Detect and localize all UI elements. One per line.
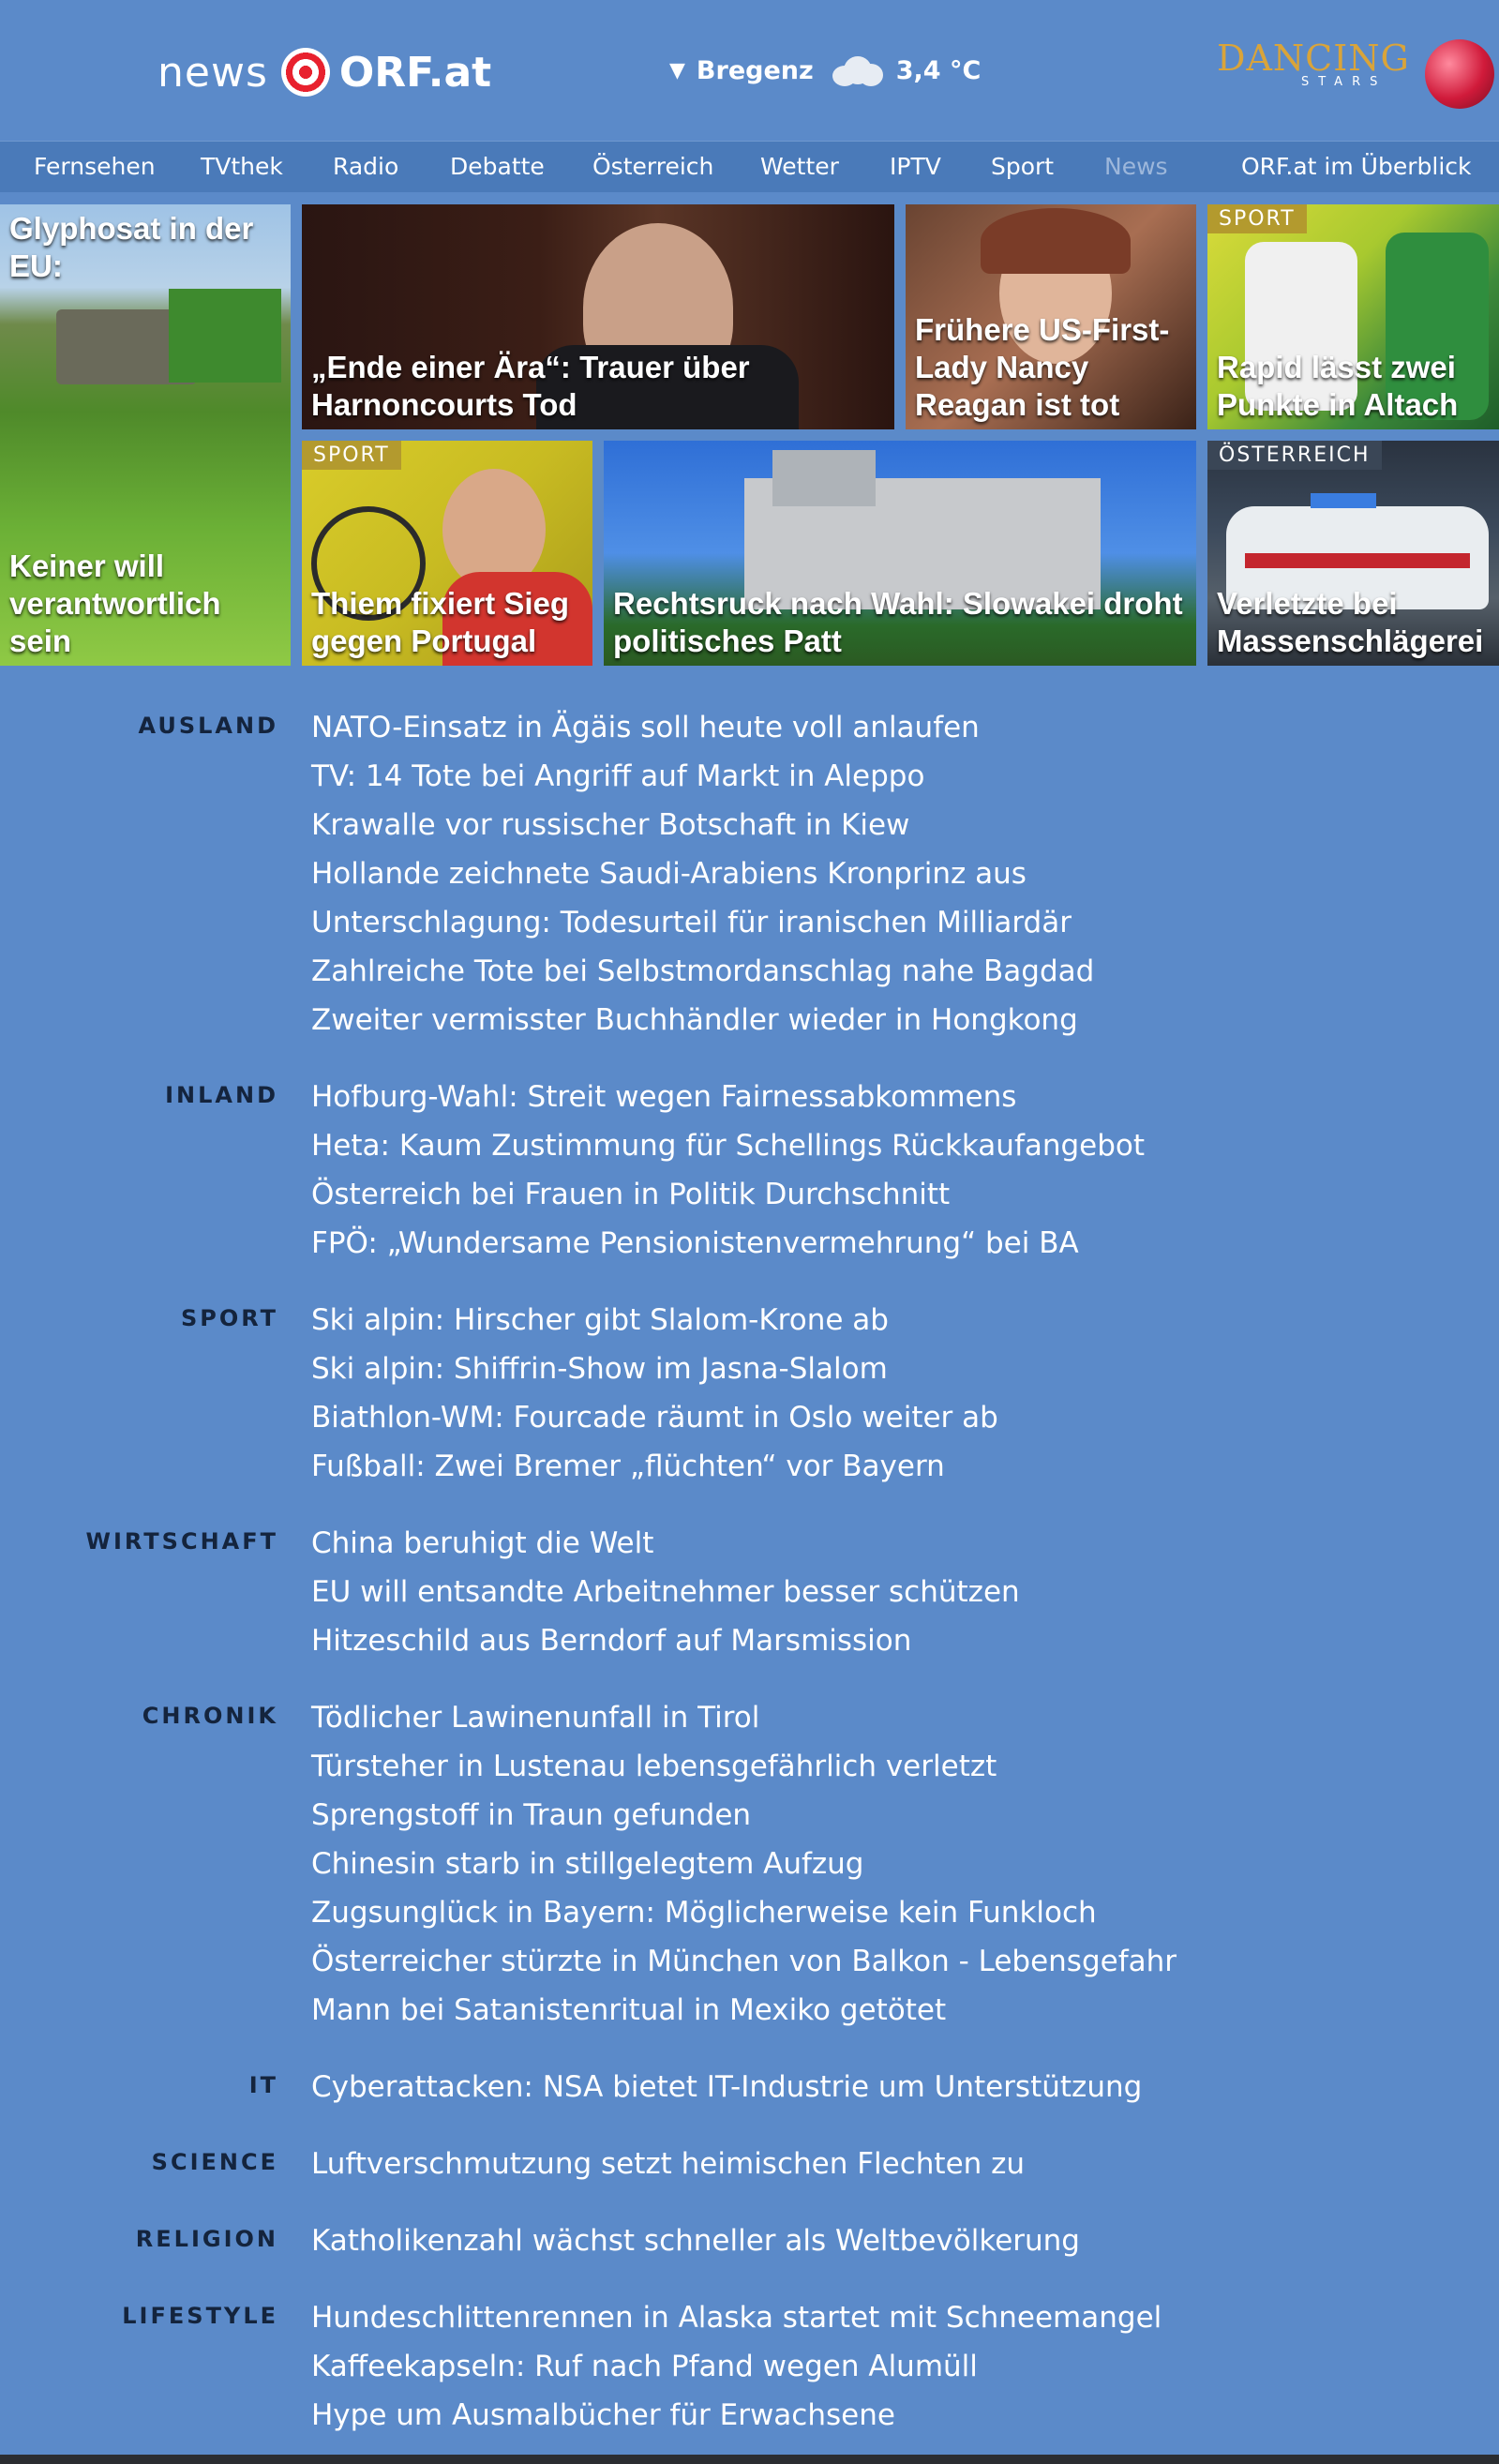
teaser-glyphosat-title: Glyphosat in der EU: <box>9 211 254 283</box>
teaser-reagan-caption: Frühere US-First-Lady Nancy Reagan ist tot <box>915 312 1170 422</box>
teaser-slowakei-caption: Rechtsruck nach Wahl: Slowakei droht politisches Patt <box>613 586 1183 658</box>
nav-item-news[interactable]: News <box>1104 153 1168 180</box>
nav-item-radio[interactable]: Radio <box>333 153 399 180</box>
news-link[interactable]: Zugsunglück in Bayern: Möglicherweise kein Funkloch <box>311 1896 1097 1930</box>
teaser-thiem-caption: Thiem fixiert Sieg gegen Portugal <box>311 586 570 658</box>
news-link[interactable]: Ski alpin: Hirscher gibt Slalom-Krone ab <box>311 1303 889 1337</box>
section-links <box>311 1519 1020 1665</box>
logo-news-text: news <box>157 48 268 97</box>
news-link[interactable]: Krawalle vor russischer Botschaft in Kiew <box>311 808 910 842</box>
dancing-stars-promo[interactable] <box>1217 38 1410 113</box>
news-link[interactable]: TV: 14 Tote bei Angriff auf Markt in Aleppo <box>311 759 925 793</box>
nav-item-orf-overview[interactable]: ORF.at im Überblick <box>1241 153 1472 180</box>
teaser-schlaegerei[interactable] <box>1207 441 1499 666</box>
news-link[interactable]: Zahlreiche Tote bei Selbstmordanschlag nahe Bagdad <box>311 954 1095 988</box>
section-label[interactable]: SCIENCE <box>151 2149 278 2175</box>
section-label[interactable]: INLAND <box>165 1082 278 1108</box>
teaser-schlaegerei-caption: Verletzte bei Massenschlägerei <box>1217 586 1484 658</box>
section-label[interactable]: AUSLAND <box>138 713 278 739</box>
news-link[interactable]: Hundeschlittenrennen in Alaska startet mit Schneemangel <box>311 2301 1162 2335</box>
news-link[interactable]: Kaffeekapseln: Ruf nach Pfand wegen Alumüll <box>311 2350 978 2383</box>
section-label[interactable]: RELIGION <box>135 2226 278 2252</box>
tag-sport: SPORT <box>1207 204 1307 233</box>
nav-item-fernsehen[interactable]: Fernsehen <box>34 153 156 180</box>
teaser-harnoncourt-caption: „Ende einer Ära“: Trauer über Harnoncourts Tod <box>311 350 750 422</box>
news-link[interactable]: Hofburg-Wahl: Streit wegen Fairnessabkommens <box>311 1080 1017 1114</box>
teaser-thiem[interactable] <box>302 441 592 666</box>
news-link[interactable]: Heta: Kaum Zustimmung für Schellings Rückkaufangebot <box>311 1129 1146 1163</box>
disco-ball-icon <box>1425 39 1494 109</box>
news-link[interactable]: EU will entsandte Arbeitnehmer besser schützen <box>311 1575 1020 1609</box>
nav-item-iptv[interactable]: IPTV <box>890 153 941 180</box>
section-label[interactable]: WIRTSCHAFT <box>85 1528 278 1555</box>
logo-orf-text: ORF.at <box>338 48 492 97</box>
teaser-glyphosat-caption: Keiner will verantwortlich sein <box>9 548 221 658</box>
weather-widget[interactable] <box>669 54 981 86</box>
section-links <box>311 2063 1142 2111</box>
promo-title: DANCING <box>1217 38 1410 79</box>
section-links <box>311 1296 998 1491</box>
news-orf-logo[interactable] <box>157 39 491 105</box>
teaser-harnoncourt[interactable] <box>302 204 894 429</box>
teaser-rapid-caption: Rapid lässt zwei Punkte in Altach <box>1217 350 1459 422</box>
section-label[interactable]: IT <box>248 2072 278 2098</box>
weather-temperature: 3,4 °C <box>895 55 982 85</box>
section-links <box>311 1073 1145 1268</box>
header <box>0 0 1499 141</box>
section-label[interactable]: CHRONIK <box>142 1703 278 1729</box>
news-link[interactable]: Österreicher stürzte in München von Balkon - Lebensgefahr <box>311 1945 1177 1978</box>
news-link[interactable]: Biathlon-WM: Fourcade räumt in Oslo weiter ab <box>311 1401 998 1435</box>
news-link[interactable]: Hitzeschild aus Berndorf auf Marsmission <box>311 1624 912 1658</box>
section-label[interactable]: SPORT <box>180 1305 278 1331</box>
nav-item-wetter[interactable]: Wetter <box>760 153 839 180</box>
news-link[interactable]: NATO-Einsatz in Ägäis soll heute voll anlaufen <box>311 711 980 744</box>
promo-subtitle: STARS <box>1301 75 1387 89</box>
weather-location: Bregenz <box>696 55 814 85</box>
section-links <box>311 2293 1162 2440</box>
news-link[interactable]: Hype um Ausmalbücher für Erwachsene <box>311 2398 895 2432</box>
news-link[interactable]: Luftverschmutzung setzt heimischen Flechten zu <box>311 2147 1026 2181</box>
news-link[interactable]: Hollande zeichnete Saudi-Arabiens Kronprinz aus <box>311 857 1027 891</box>
section-label[interactable]: LIFESTYLE <box>122 2303 278 2329</box>
dropdown-triangle-icon[interactable]: ▼ <box>669 58 685 83</box>
main-nav <box>0 141 1499 192</box>
orf-target-icon <box>281 48 330 97</box>
news-link[interactable]: Türsteher in Lustenau lebensgefährlich verletzt <box>311 1750 997 1783</box>
news-link[interactable]: Cyberattacken: NSA bietet IT-Industrie um Unterstützung <box>311 2070 1143 2104</box>
nav-item-debatte[interactable]: Debatte <box>450 153 545 180</box>
cloud-icon <box>827 54 883 86</box>
nav-item-tvthek[interactable]: TVthek <box>201 153 283 180</box>
section-links <box>311 703 1094 1044</box>
news-link[interactable]: FPÖ: „Wundersame Pensionistenvermehrung“ bei BA <box>311 1226 1079 1260</box>
section-links <box>311 1693 1177 2035</box>
teaser-rapid[interactable] <box>1207 204 1499 429</box>
section-links <box>311 2216 1080 2265</box>
teaser-glyphosat[interactable] <box>0 204 291 666</box>
news-link[interactable]: Chinesin starb in stillgelegtem Aufzug <box>311 1847 864 1881</box>
news-link[interactable]: Tödlicher Lawinenunfall in Tirol <box>311 1701 760 1735</box>
teaser-reagan[interactable] <box>906 204 1196 429</box>
tag-sport: SPORT <box>302 441 401 470</box>
news-link[interactable]: Fußball: Zwei Bremer „flüchten“ vor Bayern <box>311 1450 945 1483</box>
news-link[interactable]: Mann bei Satanistenritual in Mexiko getötet <box>311 1993 947 2027</box>
news-link[interactable]: Katholikenzahl wächst schneller als Weltbevölkerung <box>311 2224 1080 2258</box>
news-link[interactable]: Zweiter vermisster Buchhändler wieder in Hongkong <box>311 1003 1078 1037</box>
footer-bar <box>0 2455 1499 2464</box>
news-link[interactable]: Unterschlagung: Todesurteil für iranischen Milliardär <box>311 906 1072 939</box>
nav-item-oesterreich[interactable]: Österreich <box>592 153 714 180</box>
news-link[interactable]: Sprengstoff in Traun gefunden <box>311 1798 752 1832</box>
news-link[interactable]: Österreich bei Frauen in Politik Durchschnitt <box>311 1178 951 1211</box>
teaser-slowakei[interactable] <box>604 441 1196 666</box>
tag-oesterreich: ÖSTERREICH <box>1207 441 1382 470</box>
news-link[interactable]: Ski alpin: Shiffrin-Show im Jasna-Slalom <box>311 1352 888 1386</box>
nav-item-sport[interactable]: Sport <box>991 153 1055 180</box>
section-links <box>311 2140 1025 2188</box>
news-link[interactable]: China beruhigt die Welt <box>311 1526 654 1560</box>
